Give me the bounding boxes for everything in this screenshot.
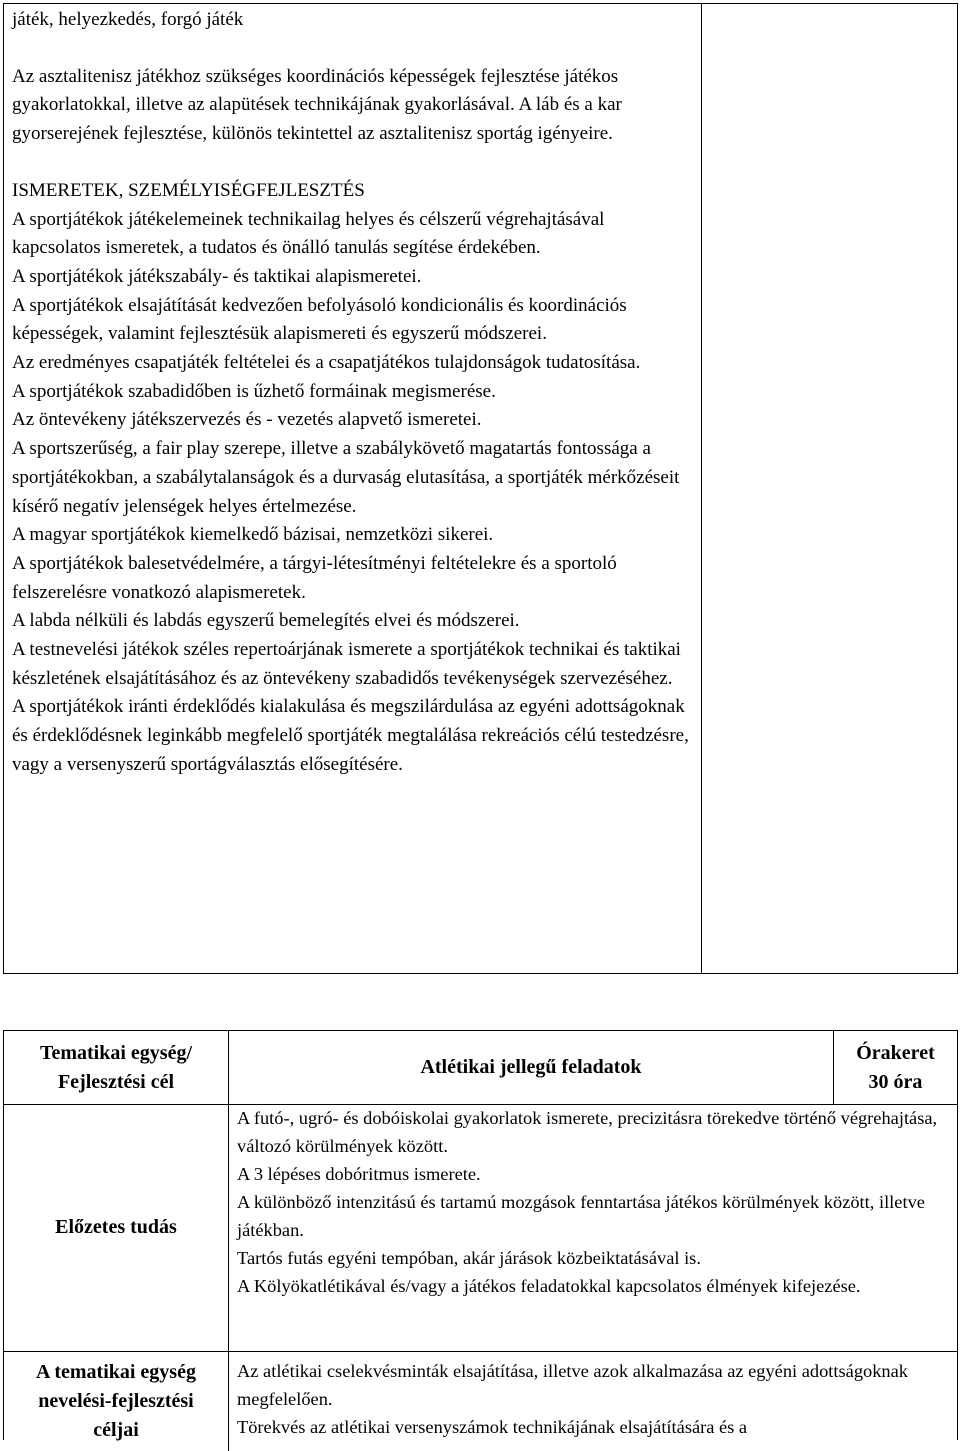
text-paragraph: A sportjátékok elsajátítását kedvezően befolyásoló kondicionális és koordinációs képességek, valamint fejlesztésük alapismereti és egyszerű módszerei. [12,294,627,345]
text-paragraph: A labda nélküli és labdás egyszerű bemelegítés elvei és módszerei. [12,610,520,632]
text-paragraph: A magyar sportjátékok kiemelkedő bázisai, nemzetközi sikerei. [12,524,494,546]
top-table-content-cell [4,4,702,973]
text-paragraph: A sportjátékok balesetvédelmére, a tárgyi-létesítményi feltételekre és a sportoló felszerelésre vonatkozó alapismeretek. [12,552,617,603]
thematic-unit-table [3,1030,958,1440]
thematic-unit-label-line: Tematikai egység/ [39,1041,193,1064]
text-paragraph: Az asztalitenisz játékhoz szükséges koordinációs képességek fejlesztése játékos gyakorlatokkal, illetve az alapütések technikájának gyakorlásával. A láb és a kar gyorserejének fejlesztése, különös tekintettel az asztalitenisz sportág igényeire. [12,65,622,145]
text-paragraph: A sportszerűség, a fair play szerepe, illetve a szabálykövető magatartás fontossága a sportjátékokban, a szabálytalanságok és a durvaság elutasítása, a sportjáték mérkőzéseit kísérő negatív jelenségek helyes értelmezése. [12,438,680,517]
unit-goals-label [4,1351,229,1451]
unit-goals-label-line: A tematikai egység [36,1360,196,1383]
prior-knowledge-label-text: Előzetes tudás [55,1216,177,1238]
text-paragraph: Tartós futás egyéni tempóban, akár járások közbeiktatásával is. [237,1248,701,1268]
text-paragraph: Törekvés az atlétikai versenyszámok technikájának elsajátítására és a [237,1417,748,1437]
text-paragraph: A sportjátékok iránti érdeklődés kialakulása és megszilárdulása az egyéni adottságoknak és érdeklődésnek leginkább megfelelő sportjáték megtalálása rekreációs célú testedzésre, vagy a versenyszerű sportágválasztás elősegítésére. [12,696,689,775]
text-paragraph: A Kölyökatlétikával és/vagy a játékos feladatokkal kapcsolatos élmények kifejezése. [237,1276,861,1296]
text-paragraph: A futó-, ugró- és dobóiskolai gyakorlatok ismerete, precizitásra törekedve történő végrehajtása, változó körülmények között. [237,1108,938,1156]
top-table [3,3,958,974]
unit-goals-content [229,1351,957,1451]
text-paragraph: A sportjátékok szabadidőben is űzhető formáinak megismerése. [12,380,496,402]
text-paragraph: Az öntevékeny játékszervezés és - vezetés alapvető ismeretei. [12,409,482,431]
prior-knowledge-content [229,1104,957,1351]
text-line: játék, helyezkedés, forgó játék [12,9,244,30]
prior-knowledge-label [4,1104,229,1351]
hours-value: 30 óra [868,1070,923,1093]
section-heading: ISMERETEK, SZEMÉLYISÉGFEJLESZTÉS [12,179,365,201]
text-paragraph: A különböző intenzitású és tartamú mozgások fenntartása játékos körülmények között, illetve játékban. [237,1192,925,1240]
unit-goals-label-line: nevelési-fejlesztési [38,1389,194,1412]
text-paragraph: A sportjátékok játékelemeinek technikailag helyes és célszerű végrehajtásával kapcsolatos ismeretek, a tudatos és önálló tanulás segítése érdekében. [12,208,605,259]
text-paragraph: A 3 lépéses dobóritmus ismerete. [237,1164,481,1184]
text-paragraph: A sportjátékok játékszabály- és taktikai alapismeretei. [12,265,422,287]
thematic-unit-title: Atlétikai jellegű feladatok [229,1031,834,1104]
text-paragraph: A testnevelési játékok széles repertoárjának ismerete a sportjátékok technikai és taktikai készletének elsajátításához és az öntevékeny szabadidős tevékenységek szervezéséhez. [12,639,681,689]
thematic-unit-label [4,1031,229,1104]
text-paragraph: Az atlétikai cselekvésminták elsajátítása, illetve azok alkalmazása az egyéni adottságoknak megfelelően. [237,1361,908,1409]
hours-cell [834,1031,957,1104]
top-table-empty-cell [702,4,957,973]
development-goal-label-line: Fejlesztési cél [57,1070,175,1093]
hours-label: Órakeret [856,1041,935,1064]
text-paragraph: Az eredményes csapatjáték feltételei és a csapatjátékos tulajdonságok tudatosítása. [12,352,641,374]
unit-goals-label-line: céljai [93,1418,139,1441]
